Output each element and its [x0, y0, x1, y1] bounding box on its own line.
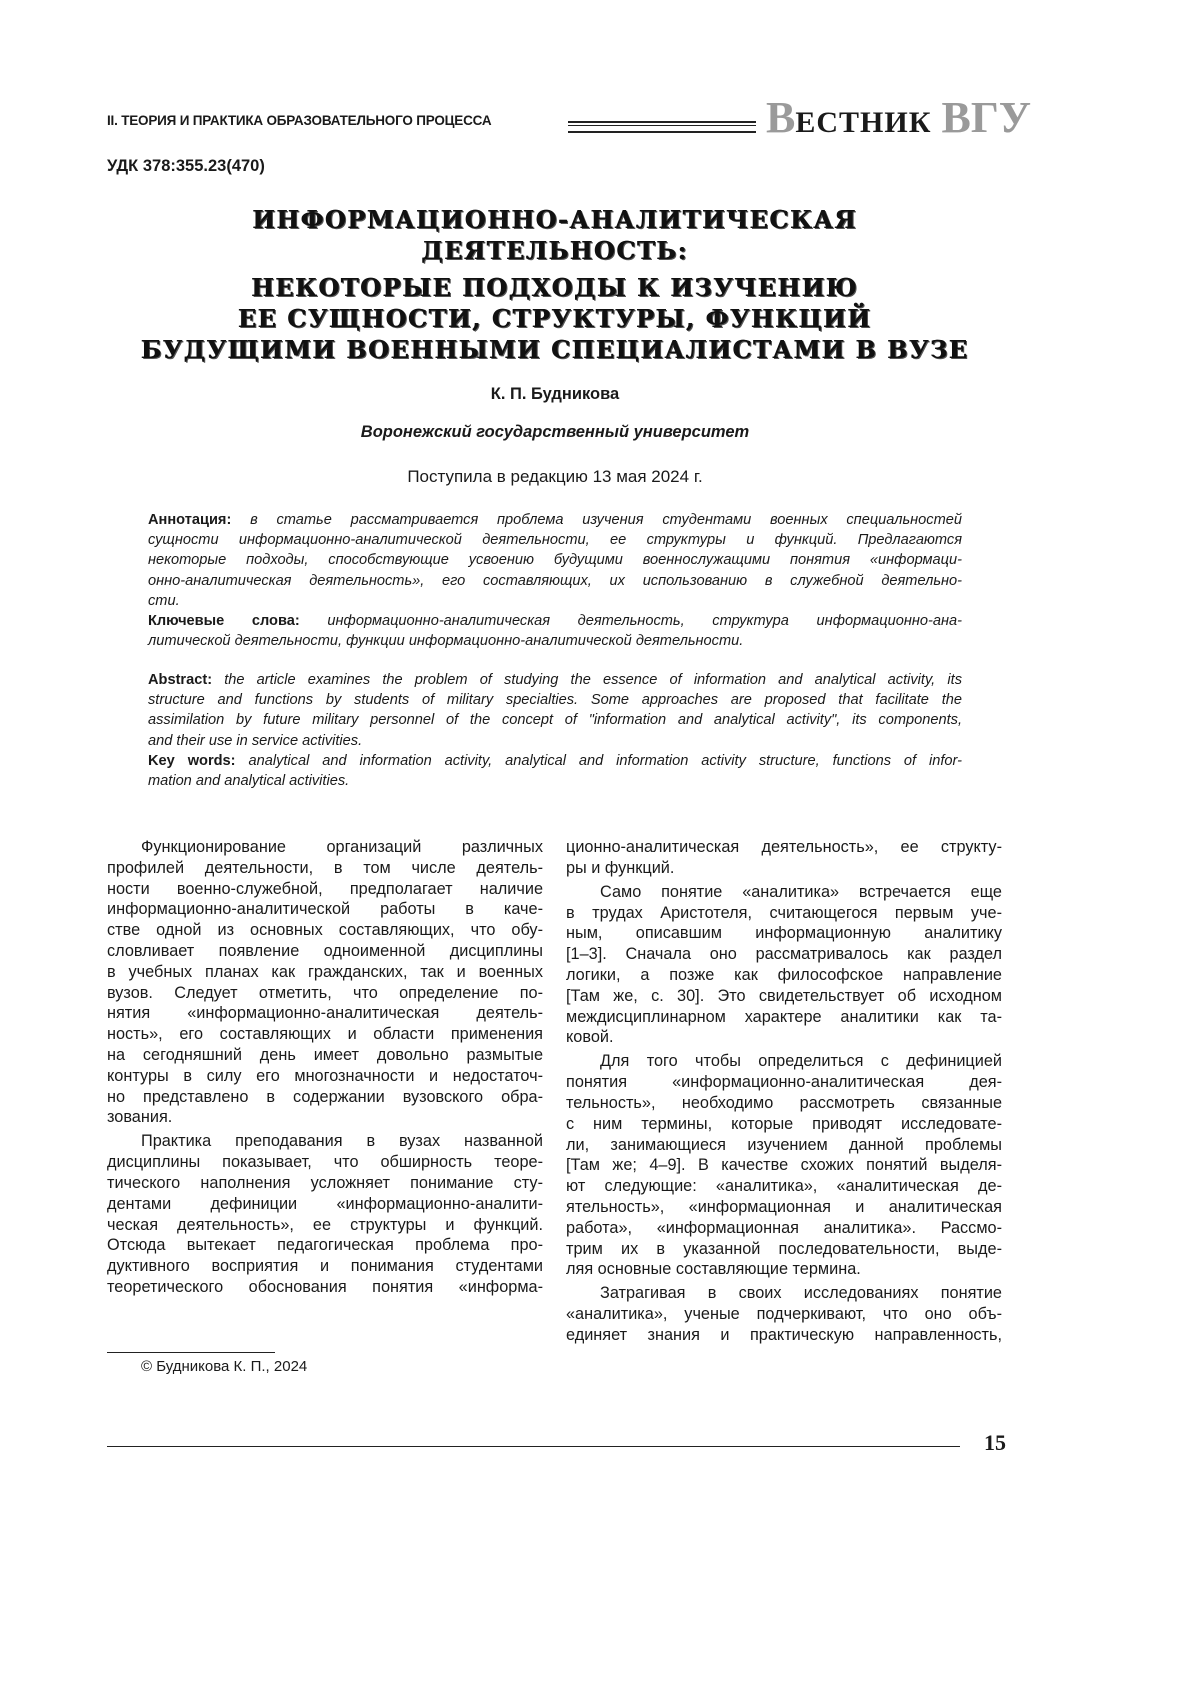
text-line: тического наполнения усложняет понимание сту- — [107, 1173, 543, 1194]
keywords-label: Ключевые слова: — [148, 613, 300, 629]
logo-word: ЕСТНИК — [795, 106, 931, 139]
text-line — [148, 591, 962, 611]
line-text: в статье рассматривается проблема изучения студентами военных специальностей — [231, 512, 962, 528]
text-line: словливает появление одноименной дисциплины — [107, 941, 543, 962]
text-line: Само понятие «аналитика» встречается еще — [566, 882, 1002, 903]
text-line: ность», его составляющих и области применения — [107, 1024, 543, 1045]
header-rule — [568, 121, 756, 133]
text-line: логики, а позже как философское направление — [566, 965, 1002, 986]
line-text: сущности информационно-аналитической деятельности, ее структуры и функций. Предлагаются — [148, 532, 962, 548]
paragraph — [566, 1283, 1002, 1345]
text-line: «аналитика», ученые подчеркивают, что оно объ- — [566, 1304, 1002, 1325]
text-line: контуры в силу его многозначности и недостаточ- — [107, 1066, 543, 1087]
text-line: ют следующие: «аналитика», «аналитическая де- — [566, 1176, 1002, 1197]
paragraph — [566, 1051, 1002, 1280]
text-line: ческая деятельность», ее структуры и функций. — [107, 1215, 543, 1236]
text-line: вузов. Следует отметить, что определение по- — [107, 983, 543, 1004]
text-line: [1–3]. Сначала оно рассматривалось как раздел — [566, 944, 1002, 965]
title-line: НЕКОТОРЫЕ ПОДХОДЫ К ИЗУЧЕНИЮ — [0, 272, 1110, 303]
text-line: но представлено в содержании вузовского обра- — [107, 1087, 543, 1108]
footer-rule — [107, 1446, 960, 1447]
text-line: Отсюда вытекает педагогическая проблема про- — [107, 1235, 543, 1256]
text-line: нятия «информационно-аналитическая деятель- — [107, 1003, 543, 1024]
text-line: Для того чтобы определиться с дефиницией — [566, 1051, 1002, 1072]
line-text: structure and functions by students of military specialties. Some approaches are proposed that facilitate the — [148, 692, 962, 708]
line-text: analytical and information activity, analytical and information activity structure, functions of infor- — [236, 753, 962, 769]
text-line — [148, 710, 962, 730]
affiliation: Воронежский государственный университет — [0, 423, 1110, 442]
text-line: ционно-аналитическая деятельность», ее структу- — [566, 837, 1002, 858]
text-line: ры и функций. — [566, 858, 1002, 879]
paragraph — [566, 837, 1002, 879]
text-line: ковой. — [566, 1027, 1002, 1048]
journal-logo — [766, 96, 1031, 140]
text-line: междисциплинарном характере аналитики как та- — [566, 1007, 1002, 1028]
text-line: с ним термины, которые приводят исследовате- — [566, 1114, 1002, 1135]
line-text: информационно-аналитическая деятельность, структура информационно-ана- — [300, 613, 962, 629]
text-line: на сегодняшний день имеет довольно размытые — [107, 1045, 543, 1066]
text-line: теоретического обоснования понятия «информа- — [107, 1277, 543, 1298]
block-label: Аннотация: — [148, 512, 231, 528]
text-line — [148, 631, 962, 651]
text-line: [Там же; 4–9]. В качестве схожих понятий выделя- — [566, 1155, 1002, 1176]
author: К. П. Будникова — [0, 385, 1110, 404]
text-line — [148, 670, 962, 690]
line-text: the article examines the problem of studying the essence of information and analytical activity, its — [212, 672, 962, 688]
logo-initial: В — [766, 93, 795, 142]
text-line: в учебных планах как гражданских, так и военных — [107, 962, 543, 983]
text-line: профилей деятельности, в том числе деятель- — [107, 858, 543, 879]
text-line: дентами дефиниции «информационно-аналити- — [107, 1194, 543, 1215]
line-text: assimilation by future military personnel of the concept of "information and analytical activity", its components, — [148, 712, 962, 728]
text-line — [148, 550, 962, 570]
title-line: ИНФОРМАЦИОННО-АНАЛИТИЧЕСКАЯ — [0, 204, 1110, 235]
text-line: ляя основные составляющие термина. — [566, 1259, 1002, 1280]
block-label: Abstract: — [148, 672, 212, 688]
paragraph — [107, 1131, 543, 1297]
received-date: Поступила в редакцию 13 мая 2024 г. — [0, 467, 1110, 487]
abstract-block — [148, 670, 962, 791]
udk-code: УДК 378:355.23(470) — [107, 157, 265, 176]
title-line: ДЕЯТЕЛЬНОСТЬ: — [0, 235, 1110, 266]
text-line: Практика преподавания в вузах названной — [107, 1131, 543, 1152]
text-line: ности военно-служебной, предполагает наличие — [107, 879, 543, 900]
text-line: Затрагивая в своих исследованиях понятие — [566, 1283, 1002, 1304]
text-line — [148, 611, 962, 631]
copyright-footnote: © Будникова К. П., 2024 — [141, 1358, 307, 1375]
line-text: онно-аналитическая деятельность», его составляющих, их использованию в служебной деятельно- — [148, 573, 962, 589]
body-column-right — [566, 837, 1002, 1349]
line-text: сти. — [148, 593, 180, 609]
text-line: ятельность», «информационная и аналитическая — [566, 1197, 1002, 1218]
text-line — [148, 510, 962, 530]
body-column-left — [107, 837, 543, 1301]
text-line: в трудах Аристотеля, считающегося первым уче- — [566, 903, 1002, 924]
text-line: тельность», необходимо рассмотреть связанные — [566, 1093, 1002, 1114]
running-head-section: II. ТЕОРИЯ И ПРАКТИКА ОБРАЗОВАТЕЛЬНОГО ПРОЦЕССА — [107, 113, 491, 128]
page-number: 15 — [984, 1430, 1006, 1456]
text-line: трим их в указанной последовательности, выде- — [566, 1239, 1002, 1260]
paragraph — [107, 837, 543, 1128]
text-line: Функционирование организаций различных — [107, 837, 543, 858]
text-line: [Там же, с. 30]. Это свидетельствует об исходном — [566, 986, 1002, 1007]
text-line — [148, 690, 962, 710]
text-line: дуктивного восприятия и понимания студентами — [107, 1256, 543, 1277]
text-line: информационно-аналитической работы в каче- — [107, 899, 543, 920]
annotation-block — [148, 510, 962, 651]
logo-abbr: ВГУ — [941, 93, 1031, 142]
line-text: некоторые подходы, способствующие усвоению будущими военнослужащими понятия «информаци- — [148, 552, 962, 568]
title-line: БУДУЩИМИ ВОЕННЫМИ СПЕЦИАЛИСТАМИ В ВУЗЕ — [0, 334, 1110, 365]
text-line: ли, занимающиеся изучением данной проблемы — [566, 1135, 1002, 1156]
footnote-rule — [107, 1352, 275, 1353]
line-text: and their use in service activities. — [148, 733, 362, 749]
keywords-label: Key words: — [148, 753, 236, 769]
paragraph — [566, 882, 1002, 1048]
line-text: mation and analytical activities. — [148, 773, 349, 789]
text-line — [148, 731, 962, 751]
text-line: дисциплины показывает, что обширность теоре- — [107, 1152, 543, 1173]
text-line — [148, 771, 962, 791]
text-line: зования. — [107, 1107, 543, 1128]
text-line: ным, описавшим информационную аналитику — [566, 923, 1002, 944]
text-line: стве одной из основных составляющих, что обу- — [107, 920, 543, 941]
title-line: ЕЕ СУЩНОСТИ, СТРУКТУРЫ, ФУНКЦИЙ — [0, 303, 1110, 334]
line-text: литической деятельности, функции информационно-аналитической деятельности. — [148, 633, 743, 649]
text-line: единяет знания и практическую направленность, — [566, 1325, 1002, 1346]
text-line — [148, 571, 962, 591]
text-line: понятия «информационно-аналитическая дея- — [566, 1072, 1002, 1093]
text-line — [148, 530, 962, 550]
article-title — [0, 204, 1110, 365]
text-line — [148, 751, 962, 771]
text-line: работа», «информационная аналитика». Рассмо- — [566, 1218, 1002, 1239]
